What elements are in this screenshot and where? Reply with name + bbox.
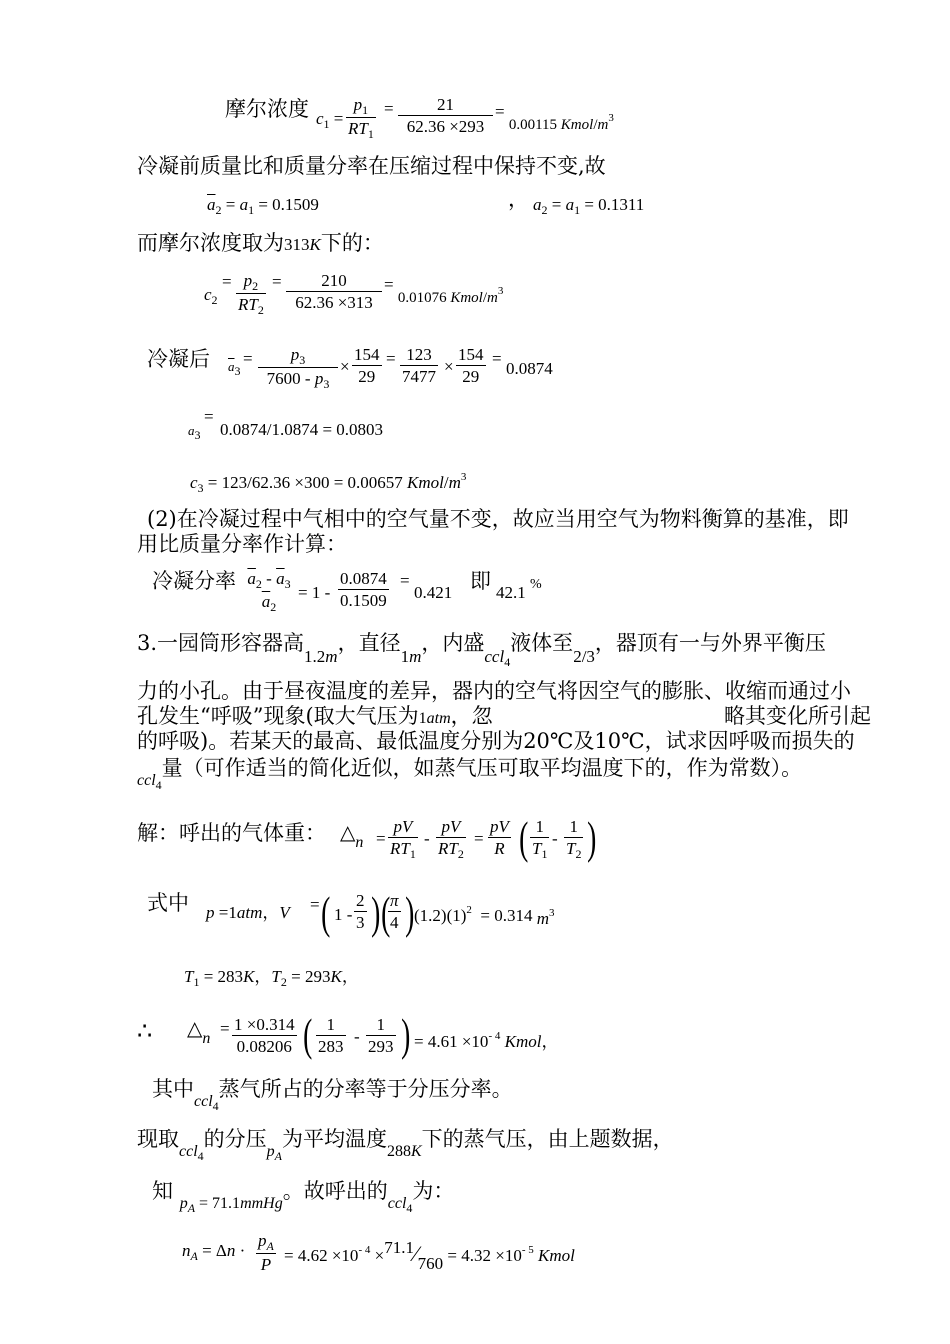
paragraph-part2: (2)在冷凝过程中气相中的空气量不变，故应当用空气为物料衡算的基准，即 xyxy=(147,507,849,531)
fraction-0874-1509: $\frac{0.0874}{0.1509}$ xyxy=(340,569,387,610)
ji-label: 即 xyxy=(470,569,491,593)
paragraph-molar-313k: 而摩尔浓度取为313K下的： xyxy=(137,231,384,255)
formula-eq: = xyxy=(376,829,386,848)
problem-3-line1: 3.一园筒形容器高$_{1.2m}$，直径$_{1m}$，内盛$_{ccl_4}$液体至$_{2/3}$，器顶有一与外界平衡压 xyxy=(137,631,826,669)
paragraph-pa-value: 知 $_{p_A = 71.1mmHg}$。故呼出的$_{ccl_4}$为： xyxy=(152,1179,455,1215)
formula-percent: 42.1 % xyxy=(496,577,542,602)
formula-c2: $c_2$ xyxy=(204,285,218,307)
formula-a2-bar: $\overline{a}_2 = a_1 = 0.1509$ xyxy=(207,195,319,217)
paragraph-ccl4-fraction: 其中$_{ccl_4}$蒸气所占的分率等于分压分率。 xyxy=(152,1077,513,1113)
where-label: 式中 xyxy=(147,891,189,915)
formula-eq: = xyxy=(386,349,396,368)
paren-right: ) xyxy=(401,1009,411,1060)
problem-3-line3b: 略其变化所引起 xyxy=(724,704,871,728)
formula-eq: = xyxy=(310,895,320,914)
paren-right: ) xyxy=(587,812,597,863)
formula-minus: - xyxy=(354,1027,360,1046)
fraction-154-29: $\frac{154}{29}$ xyxy=(354,345,380,386)
fraction-1-t2: $\frac{1}{T_2}$ xyxy=(566,817,582,861)
formula-c3: $c_3 = 123/62.36 \times 300 = 0.00657$ Kmol/$m^3$ xyxy=(190,471,467,495)
formula-1minus: 1 - xyxy=(334,905,353,924)
formula-result-fraction: 0.421 xyxy=(414,583,453,602)
problem-3-line4: 的呼吸)。若某天的最高、最低温度分别为20℃及10℃，试求因呼吸而损失的 xyxy=(137,729,855,753)
formula-result-a3bar: 0.0874 xyxy=(506,359,553,378)
fraction-1-283: $\frac{1}{283}$ xyxy=(318,1015,344,1056)
comma: ， xyxy=(508,187,529,211)
formula-eq: = xyxy=(384,99,394,118)
formula-a2: $a_2 = a_1 = 0.1311$ xyxy=(533,195,645,217)
condense-fraction-label: 冷凝分率 xyxy=(152,569,236,593)
formula-minus: - xyxy=(424,829,430,848)
formula-eq: = xyxy=(220,1019,230,1038)
formula-result-c1: = 0.00115 Kmol/$m^3$ xyxy=(495,102,614,133)
fraction-pv-rt1: $\frac{pV}{RT_1}$ xyxy=(390,817,416,861)
paren-left: ( xyxy=(381,887,391,938)
fraction-pv-rt2: $\frac{pV}{RT_2}$ xyxy=(438,817,464,861)
fraction-p2-rt2: $\frac{p_2}{RT_2}$ xyxy=(238,271,264,318)
formula-eq: = xyxy=(492,349,502,368)
formula-eq: = xyxy=(204,407,214,426)
formula-result-c2: = 0.01076 Kmol/$m^3$ xyxy=(384,275,504,306)
formula-eq: = xyxy=(474,829,484,848)
fraction-p3: $\frac{p_3}{7600 - p_3}$ xyxy=(258,346,338,391)
formula-eq: = xyxy=(222,272,232,291)
formula-a3-value: 0.0874/1.0874 = 0.0803 xyxy=(220,420,384,439)
fraction-21: $\frac{21}{62.36 \times 293}$ xyxy=(398,96,493,136)
formula-c1: $c_1$ = xyxy=(316,109,344,131)
delta-n: $\triangle_n$ xyxy=(340,822,364,851)
formula-na: $n_A = \Delta n$ · xyxy=(182,1241,246,1263)
fraction-154-29: $\frac{154}{29}$ xyxy=(458,345,484,386)
paragraph-partial-pressure: 现取$_{ccl_4}$的分压$_{p_A}$为平均温度$_{288K}$下的蒸气压，由上题数据， xyxy=(137,1127,674,1163)
fraction-a2-a3: $\overline{a}_2 - \overline{a}_3$ $\overline{a}_2$ xyxy=(247,569,291,615)
formula-eq: = xyxy=(400,571,410,590)
after-condense-label: 冷凝后 xyxy=(147,347,210,371)
paren-left: ( xyxy=(321,887,331,938)
formula-a3: a3 xyxy=(188,423,201,442)
problem-3-line3: 孔发生“呼吸”现象(取大气压为1atm，忽 xyxy=(137,704,493,728)
fraction-pv-r: $\frac{pV}{R}$ xyxy=(490,817,509,858)
fraction-p1-rt1: $\frac{p_1}{RT_1}$ xyxy=(348,95,374,142)
paren-right: ) xyxy=(371,887,381,938)
fraction-1-t1: $\frac{1}{T_1}$ xyxy=(532,817,548,861)
formula-temperatures: $T_1 = 283K$，$T_2 = 293K$， xyxy=(184,967,359,989)
fraction-pi-4: $\frac{\pi}{4}$ xyxy=(390,891,399,932)
paren-left: ( xyxy=(519,812,529,863)
solution-label: 解：呼出的气体重： xyxy=(137,821,326,845)
formula-a3-bar: $\overline{a}3$ xyxy=(228,359,241,378)
formula-dn-result: = $4.61 \times 10^{- 4}$ Kmol， xyxy=(414,1030,559,1051)
fraction-210: $\frac{210}{62.36 \times 313}$ xyxy=(286,272,382,312)
problem-3-line5: $_{ccl_4}$量（可作适当的简化近似，如蒸气压可取平均温度下的，作为常数）。 xyxy=(137,756,803,792)
molar-concentration-label: 摩尔浓度 xyxy=(225,97,309,121)
fraction-0314-008206: $\frac{1 \times 0.314}{0.08206}$ xyxy=(234,1015,295,1056)
formula-eq: = xyxy=(243,349,253,368)
fraction-pa-p: $\frac{p_A}{P}$ xyxy=(258,1231,274,1275)
formula-p: p =1atm，V xyxy=(206,903,290,922)
formula-minus: - xyxy=(552,829,558,848)
delta-n: $\triangle_n$ xyxy=(187,1018,211,1047)
formula-times: × xyxy=(340,357,350,376)
fraction-123-7477: $\frac{123}{7477}$ xyxy=(402,345,436,386)
fraction-1-293: $\frac{1}{293}$ xyxy=(368,1015,394,1056)
formula-eq: = xyxy=(272,272,282,291)
paragraph-part2-cont: 用比质量分率作计算： xyxy=(137,532,347,556)
therefore-symbol: ∴ xyxy=(137,1017,153,1045)
formula-na-result: = $4.62 \times 10^{- 4}$ ×71.1⁄760 = $4.32 \times 10^{- 5}$ Kmol xyxy=(284,1238,575,1273)
formula-v-result: $(1.2)(1)^2 = 0.314$ $m^3$ xyxy=(414,904,555,928)
paragraph-condense-before: 冷凝前质量比和质量分率在压缩过程中保持不变,故 xyxy=(137,154,606,178)
fraction-2-3: $\frac{2}{3}$ xyxy=(356,891,365,932)
formula-times: × xyxy=(444,357,454,376)
problem-3-line2: 力的小孔。由于昼夜温度的差异，器内的空气将因空气的膨胀、收缩而通过小 xyxy=(137,679,851,703)
paren-left: ( xyxy=(303,1009,313,1060)
paren-right: ) xyxy=(405,887,415,938)
formula-eq-1minus: = 1 - xyxy=(298,583,331,602)
